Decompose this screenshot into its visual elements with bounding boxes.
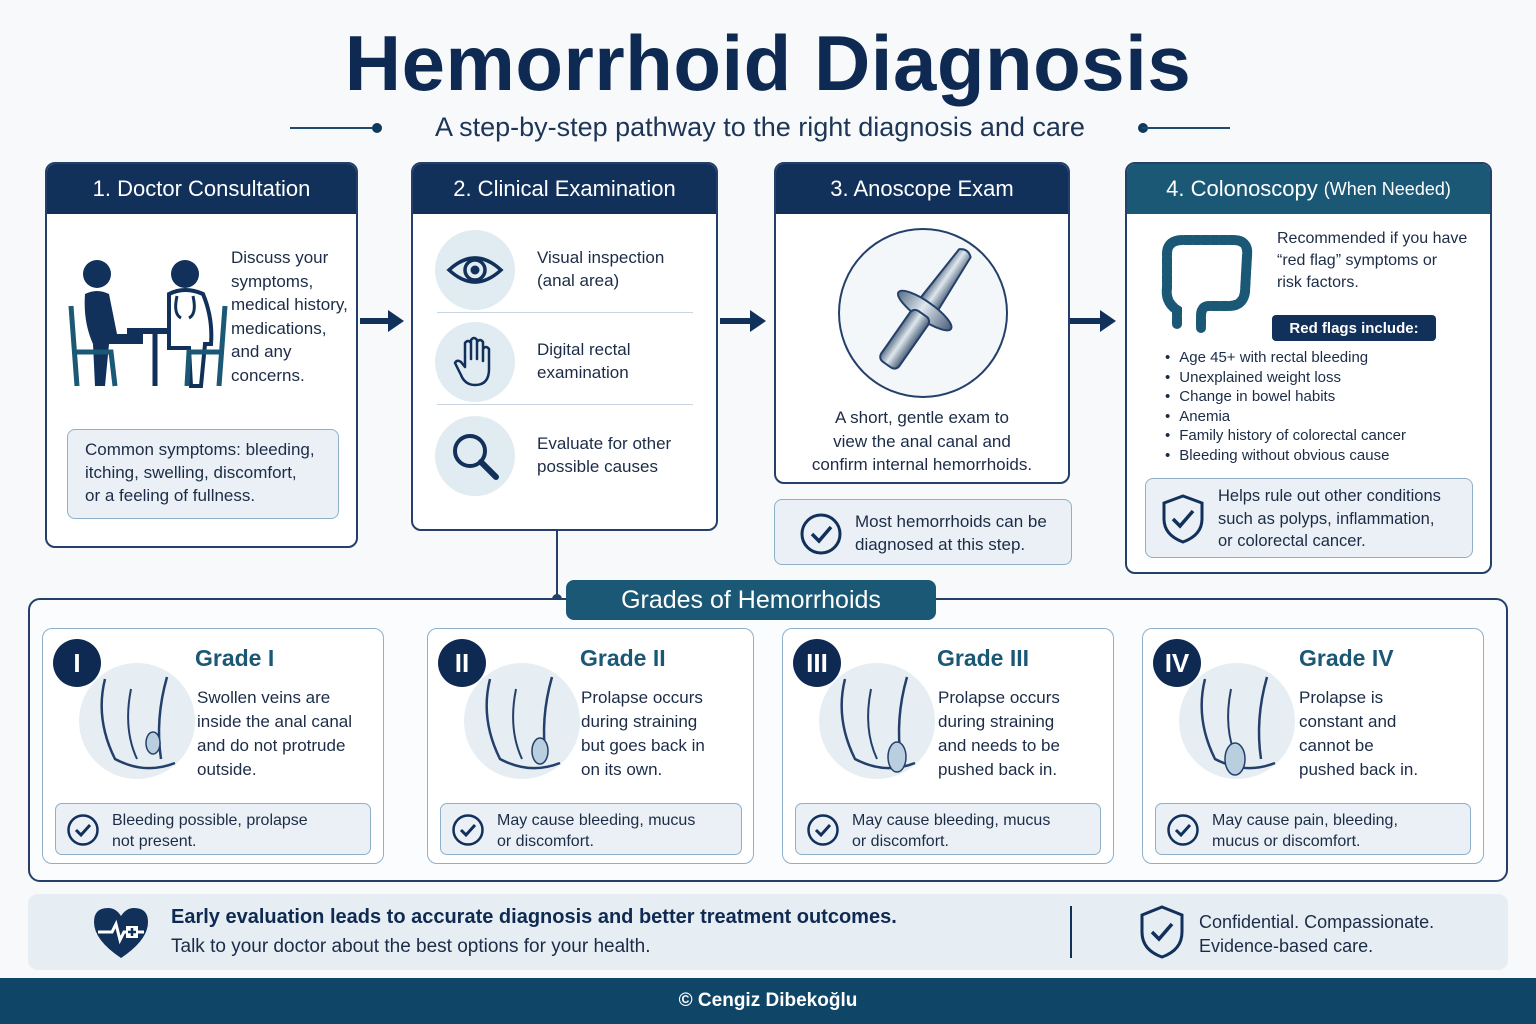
text-line: Visual inspection [537,248,665,267]
note-line: May cause bleeding, mucus [497,812,696,829]
text-line: pushed back in. [938,760,1058,779]
text-line: Evaluate for other [537,434,672,453]
heading-main: 4. Colonoscopy [1166,176,1318,201]
text-line: Evidence-based care. [1199,936,1374,956]
step-description [1277,228,1467,294]
grade-card-1 [42,628,384,864]
list-item: • Family history of colorectal cancer [1165,426,1406,446]
eye-icon [435,230,515,310]
text-line: Discuss your [231,248,329,267]
grade-note [440,803,742,855]
note-line: May cause pain, bleeding, [1212,812,1398,829]
text-line: medical history, [231,295,348,314]
colon-icon [1157,232,1257,336]
list-item: • Anemia [1165,407,1406,427]
bottom-banner [28,894,1508,970]
text-line: Confidential. Compassionate. [1199,912,1435,932]
grade-numeral: III [793,639,841,687]
subtitle-line-left [290,127,376,129]
text-line: medications, [231,318,327,338]
check-circle-icon [799,512,843,556]
exam-item-digital [435,314,693,404]
page-title: Hemorrhoid Diagnosis [344,19,1192,107]
text-line: pushed back in. [1299,760,1419,779]
text-line: constant and [1299,712,1397,731]
grade-description [1299,686,1469,782]
check-circle-icon [806,813,840,847]
text-line: Prolapse occurs [938,688,1060,707]
grade-title: Grade IV [1299,645,1394,671]
grade-title: Grade I [195,645,275,671]
text-line: Swollen veins are [197,688,331,707]
arrow-right-icon [1070,308,1118,334]
divider [437,404,693,405]
text-line: Digital rectal [537,340,631,359]
grade-description [581,686,751,782]
step-heading: 3. Anoscope Exam [776,164,1068,214]
note-line: Helps rule out other conditions [1218,487,1441,505]
grade-title: Grade III [937,645,1030,671]
note-line: or discomfort. [497,833,594,850]
note-line: Common symptoms: bleeding, [85,440,315,459]
text-line: Recommended if you have [1277,230,1468,247]
connector-line [556,530,558,598]
grade-numeral: I [53,639,101,687]
note-line: May cause bleeding, mucus [852,812,1051,829]
step-card-consultation [45,162,358,548]
banner-headline: Early evaluation leads to accurate diagnosis and better treatment outcomes. [171,906,897,928]
text-line: outside. [197,760,257,779]
note-line: or discomfort. [852,833,949,850]
text-line: and needs to be [938,736,1060,755]
step-heading [1127,164,1490,214]
text-line: cannot be [1299,736,1374,755]
text-line: during straining [938,712,1055,731]
text-line: during straining [581,712,698,731]
subtitle-dot-left [372,123,382,133]
arrow-right-icon [720,308,768,334]
note-line: Most hemorrhoids can be [855,512,1047,531]
text-line: (anal area) [537,271,620,290]
anatomy-illustration [815,659,939,783]
text-line: Prolapse is [1299,688,1384,707]
step-card-colonoscopy [1125,162,1492,574]
list-item: • Change in bowel habits [1165,387,1406,407]
step-description [776,406,1068,477]
anoscope-icon [836,226,1010,400]
list-item: • Bleeding without obvious cause [1165,446,1406,466]
red-flags-label: Red flags include: [1272,315,1436,341]
note-line: itching, swelling, discomfort, [85,463,297,482]
text-line: symptoms, [231,271,314,291]
hand-icon [435,322,515,402]
grade-card-2 [427,628,754,864]
divider [437,312,693,313]
check-circle-icon [66,813,100,847]
text-line: Prolapse occurs [581,688,703,707]
step-card-anoscope [774,162,1070,484]
text-line: possible causes [537,457,658,476]
list-item: • Age 45+ with rectal bleeding [1165,348,1406,368]
note-line: or colorectal cancer. [1218,532,1366,550]
text-line: and any [231,342,292,361]
text-line: examination [537,363,629,382]
text-line: confirm internal hemorrhoids. [811,455,1033,474]
text-line: but goes back in [581,736,705,755]
colonoscopy-note [1145,478,1473,558]
note-line: Bleeding possible, prolapse [112,812,308,829]
step-heading: 1. Doctor Consultation [47,164,356,214]
banner-subline: Talk to your doctor about the best options for your health. [171,936,651,957]
text-line: on its own. [581,760,663,779]
grade-note [1155,803,1471,855]
check-circle-icon [1166,813,1200,847]
symptoms-note [67,429,339,519]
anatomy-illustration [75,659,199,783]
page-subtitle: A step-by-step pathway to the right diagnosis and care [435,112,1085,142]
step-card-clinical-exam [411,162,718,531]
grade-note [55,803,371,855]
text-line: view the anal canal and [833,431,1011,451]
note-line: mucus or discomfort. [1212,833,1361,850]
grade-title: Grade II [580,645,666,671]
red-flags-list [1165,348,1406,466]
text-line: concerns. [231,365,305,385]
text-line: “red flag” symptoms or [1277,252,1438,269]
grade-card-4 [1142,628,1484,864]
step-heading: 2. Clinical Examination [413,164,716,214]
text-line: and do not protrude [197,736,346,755]
grades-title: Grades of Hemorrhoids [566,580,936,620]
banner-divider [1070,906,1072,958]
subtitle-line-right [1142,127,1230,129]
grade-numeral: IV [1153,639,1201,687]
subtitle-row [290,108,1230,148]
grade-card-3 [782,628,1114,864]
footer-credit: © Cengiz Dibekoğlu [0,978,1536,1024]
check-circle-icon [451,813,485,847]
list-item: • Unexplained weight loss [1165,368,1406,388]
shield-check-icon [1160,493,1206,545]
text-line: risk factors. [1277,274,1359,291]
anoscope-note [774,499,1072,565]
note-line: or a feeling of fullness. [85,486,256,505]
grade-description [938,686,1108,782]
anatomy-illustration [460,659,584,783]
grade-numeral: II [438,639,486,687]
text-line: inside the anal canal [197,712,353,731]
grade-description [197,686,367,782]
magnifier-icon [435,416,515,496]
shield-check-icon [1138,904,1186,960]
step-description [231,246,348,387]
exam-item-visual [435,222,693,312]
note-line: such as polyps, inflammation, [1218,509,1435,528]
heading-sub: (When Needed) [1323,178,1451,199]
grade-note [795,803,1101,855]
anatomy-illustration [1175,659,1299,783]
exam-item-other-causes [435,408,693,498]
heart-medical-icon [90,904,152,962]
banner-right-text [1199,910,1434,958]
arrow-right-icon [360,308,406,334]
note-line: diagnosed at this step. [855,535,1026,554]
note-line: not present. [112,833,197,850]
text-line: A short, gentle exam to [835,408,1009,427]
doctor-patient-icon [65,244,245,404]
